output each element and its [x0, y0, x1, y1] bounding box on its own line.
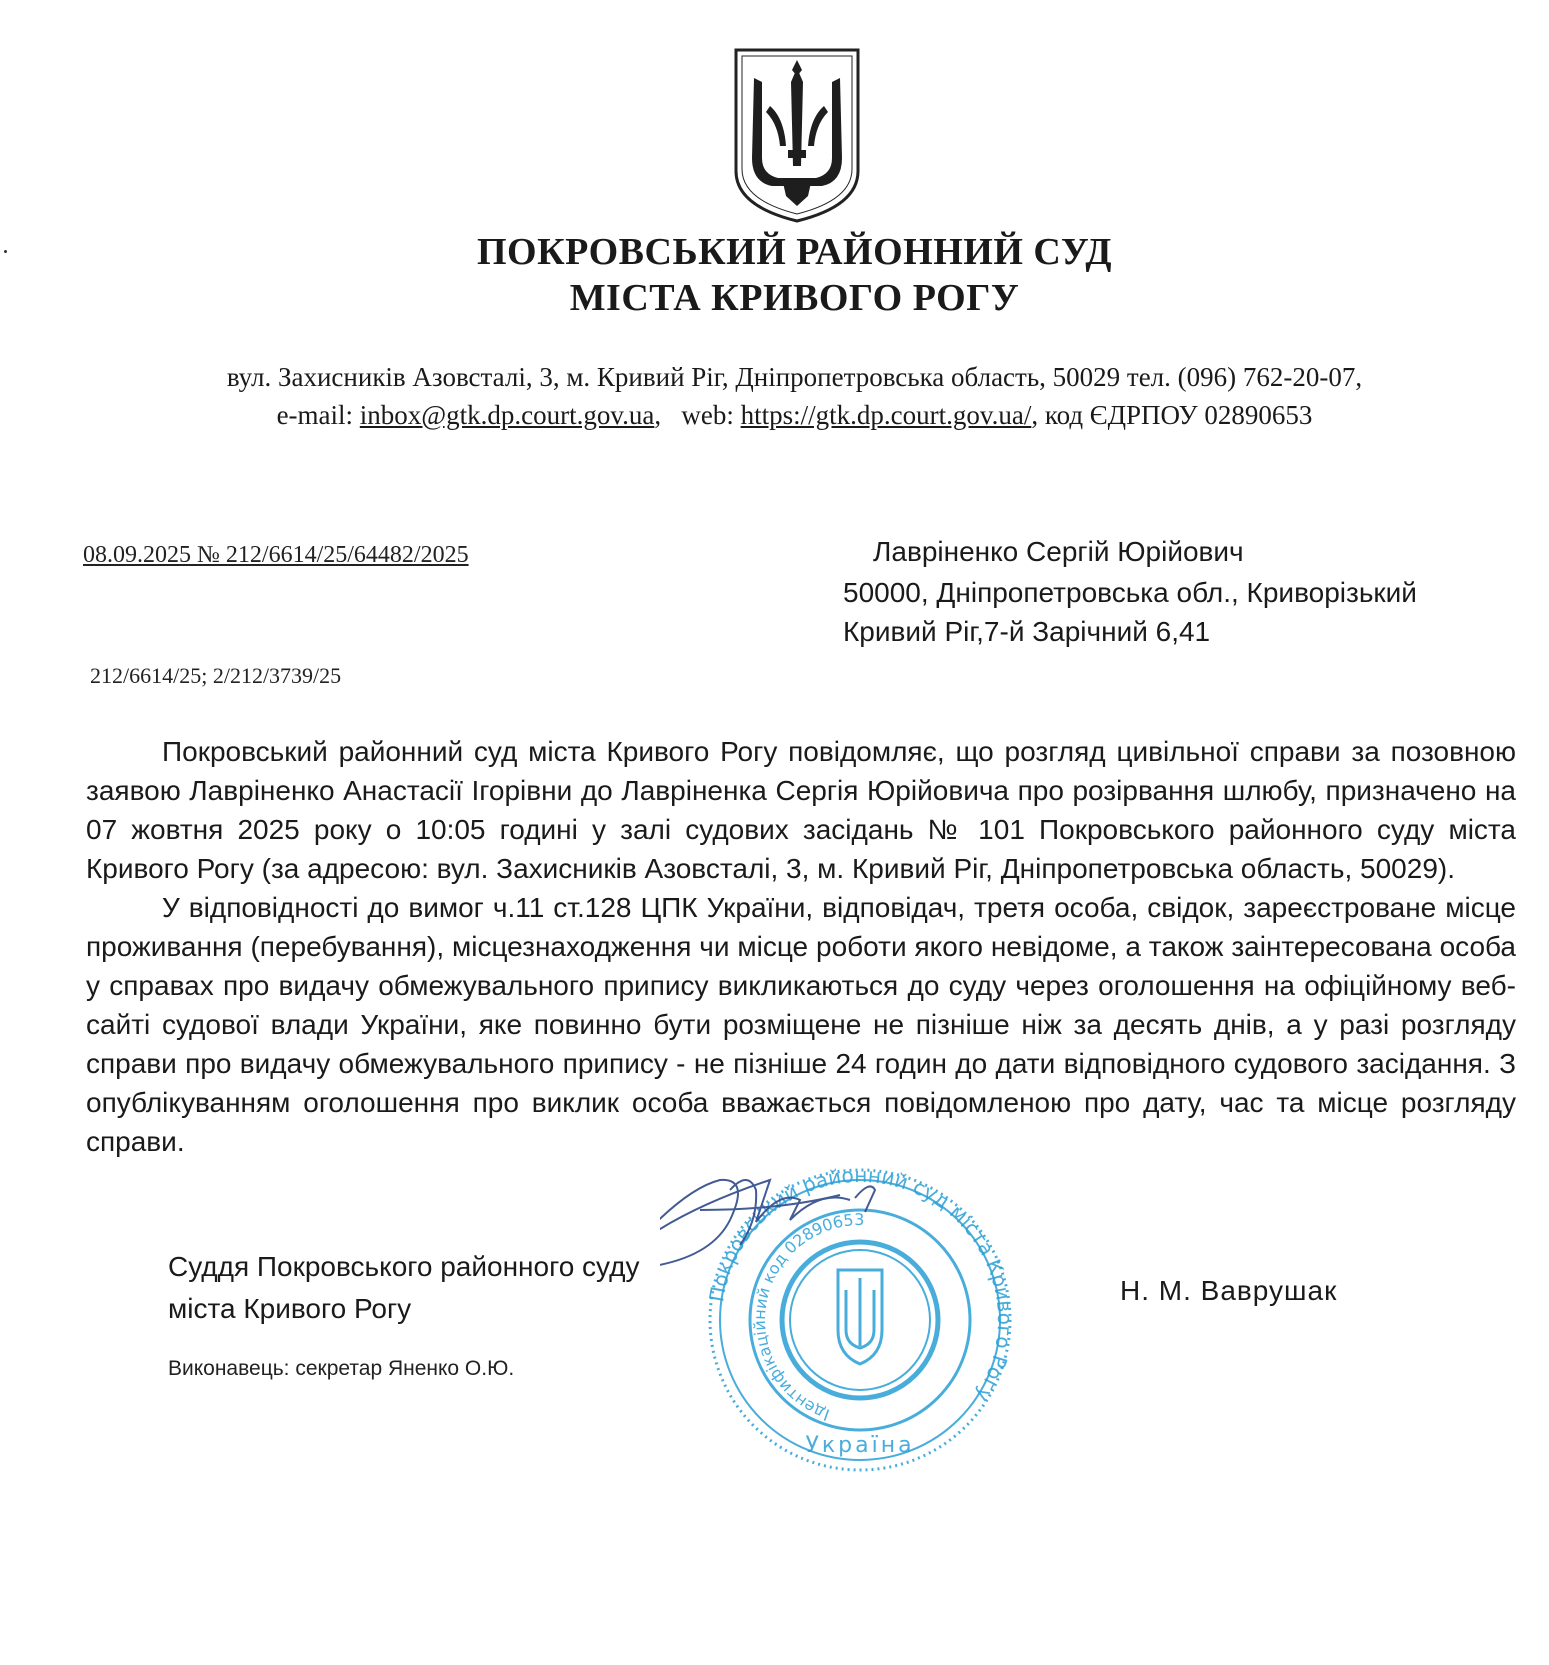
svg-text:Покровський районний суд міста: [704, 1163, 1017, 1406]
scan-speck: [4, 250, 7, 253]
svg-text:Ідентифікаційний код 02890653: [750, 1210, 864, 1425]
web-link[interactable]: https://gtk.dp.court.gov.ua/: [740, 400, 1032, 430]
email-link[interactable]: inbox@gtk.dp.court.gov.ua: [359, 400, 655, 430]
judge-title-line1: Суддя Покровського районного суду: [168, 1251, 640, 1282]
judge-name: Н. М. Ваврушак: [1120, 1275, 1338, 1306]
edrpou-code: , код ЄДРПОУ 02890653: [1031, 400, 1313, 430]
recipient-address-line2: Кривий Ріг,7-й Зарічний 6,41: [843, 616, 1211, 647]
stamp-country: Україна: [805, 1433, 915, 1458]
outgoing-number: 08.09.2025 № 212/6614/25/64482/2025: [83, 542, 469, 568]
trident-emblem-icon: [732, 46, 862, 224]
recipient-name: Лавріненко Сергій Юрійович: [873, 536, 1244, 567]
court-seal-stamp: [660, 1150, 1060, 1480]
judge-title-line2: міста Кривого Рогу: [168, 1293, 412, 1324]
court-name-line1: ПОКРОВСЬКИЙ РАЙОННИЙ СУД: [476, 231, 1113, 273]
stamp-inner-text: Ідентифікаційний код 02890653: [749, 1209, 865, 1425]
court-address: вул. Захисників Азовсталі, 3, м. Кривий Ріг, Дніпропетровська область, 50029 тел. (096) 762-20-07,: [226, 362, 1363, 392]
stamp-outer-text: Покровський районний суд міста Кривого Рогу: [704, 1162, 1018, 1407]
recipient-address-line1: 50000, Дніпропетровська обл., Криворізький: [843, 577, 1417, 608]
court-name-line2: МІСТА КРИВОГО РОГУ: [569, 277, 1020, 319]
web-label: web:: [681, 400, 741, 430]
court-contacts: e-mail: inbox@gtk.dp.court.gov.ua, web: https://gtk.dp.court.gov.ua/, код ЄДРПОУ 02890653: [276, 400, 1313, 430]
notice-paragraph-2: У відповідності до вимог ч.11 ст.128 ЦПК України, відповідач, третя особа, свідок, зареєстроване місце проживання (перебування), місцезнаходження чи місце роботи якого невідоме, а також заінтересована особа у справах про видачу обмежувального припису викликаються до суду через оголошення на офіційному веб-сайті судової влади України, яке повинно бути розміщене не пізніше ніж за десять днів, а у разі розгляду справи про видачу обмежувального припису - не пізніше 24 годин до дати відповідного судового засідання. З опублікуванням оголошення про виклик особа вважається повідомленою про дату, час та місце розгляду справи.: [86, 892, 1516, 1157]
notice-body: [86, 732, 1516, 1161]
email-label: e-mail:: [276, 400, 360, 430]
judge-title: [168, 1246, 639, 1330]
notice-paragraph-1: Покровський районний суд міста Кривого Рогу повідомляє, що розгляд цивільної справи за позовною заявою Лавріненко Анастасії Ігорівни до Лавріненка Сергія Юрійовича про розірвання шлюбу, призначено на 07 жовтня 2025 року о 10:05 годині у залі судових засідань № 101 Покровського районного суду міста Кривого Рогу (за адресою: вул. Захисників Азовсталі, 3, м. Кривий Ріг, Дніпропетровська область, 50029).: [86, 736, 1516, 884]
case-numbers: 212/6614/25; 2/212/3739/25: [90, 663, 342, 688]
executor-line: Виконавець: секретар Яненко О.Ю.: [168, 1357, 515, 1380]
